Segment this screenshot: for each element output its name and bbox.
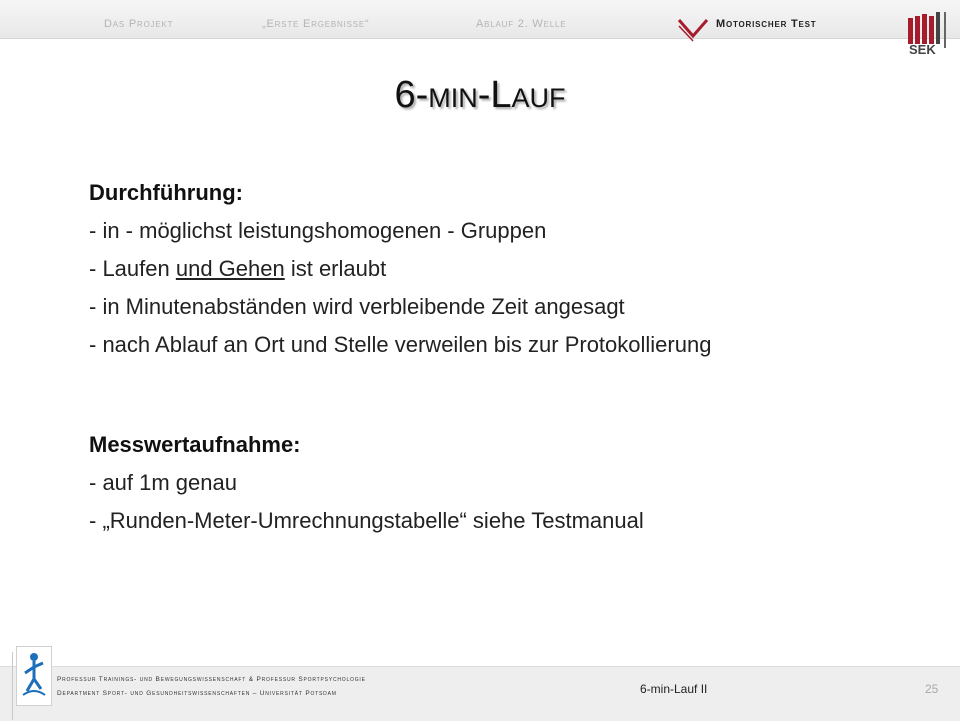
svg-text:SEK: SEK bbox=[909, 42, 936, 56]
university-logo bbox=[16, 646, 52, 706]
footer-slide-title: 6-min-Lauf II bbox=[640, 682, 708, 696]
section-heading-durchfuehrung: Durchführung: bbox=[89, 180, 243, 205]
slide-content bbox=[89, 174, 929, 540]
bullet-line bbox=[89, 250, 929, 288]
nav-item-erste-ergebnisse[interactable]: „Erste Ergebnisse“ bbox=[262, 18, 370, 30]
footer-divider bbox=[12, 652, 13, 720]
underlined-text: und Gehen bbox=[175, 256, 285, 281]
slide-title: 6-min-Lauf bbox=[394, 74, 566, 116]
footer-org-line-2: Department Sport- und Gesundheitswissenschaften – Universität Potsdam bbox=[57, 690, 337, 697]
bullet-line: - nach Ablauf an Ort und Stelle verweilen bis zur Protokollierung bbox=[89, 332, 712, 357]
bullet-line: - in Minutenabständen wird verbleibende Zeit angesagt bbox=[89, 294, 625, 319]
bullet-line: - „Runden-Meter-Umrechnungstabelle“ siehe Testmanual bbox=[89, 508, 644, 533]
nav-item-motorischer-test[interactable]: Motorischer Test bbox=[716, 18, 817, 30]
bullet-line: - auf 1m genau bbox=[89, 470, 237, 495]
university-logo-icon bbox=[17, 647, 51, 705]
footer-org-line-1: Professur Trainings- und Bewegungswissenschaft & Professur Sportpsychologie bbox=[57, 676, 366, 683]
bullet-text: - Laufen bbox=[89, 256, 176, 281]
bullet-text: ist erlaubt bbox=[284, 256, 387, 281]
sek-logo bbox=[906, 12, 952, 56]
nav-item-das-projekt[interactable]: Das Projekt bbox=[104, 18, 174, 30]
page-number: 25 bbox=[925, 682, 939, 696]
chevron-down-icon bbox=[676, 14, 710, 42]
nav-item-ablauf-2-welle[interactable]: Ablauf 2. Welle bbox=[476, 18, 567, 30]
section-heading-messwertaufnahme: Messwertaufnahme: bbox=[89, 432, 301, 457]
bullet-line: - in - möglichst leistungshomogenen - Gruppen bbox=[89, 218, 547, 243]
